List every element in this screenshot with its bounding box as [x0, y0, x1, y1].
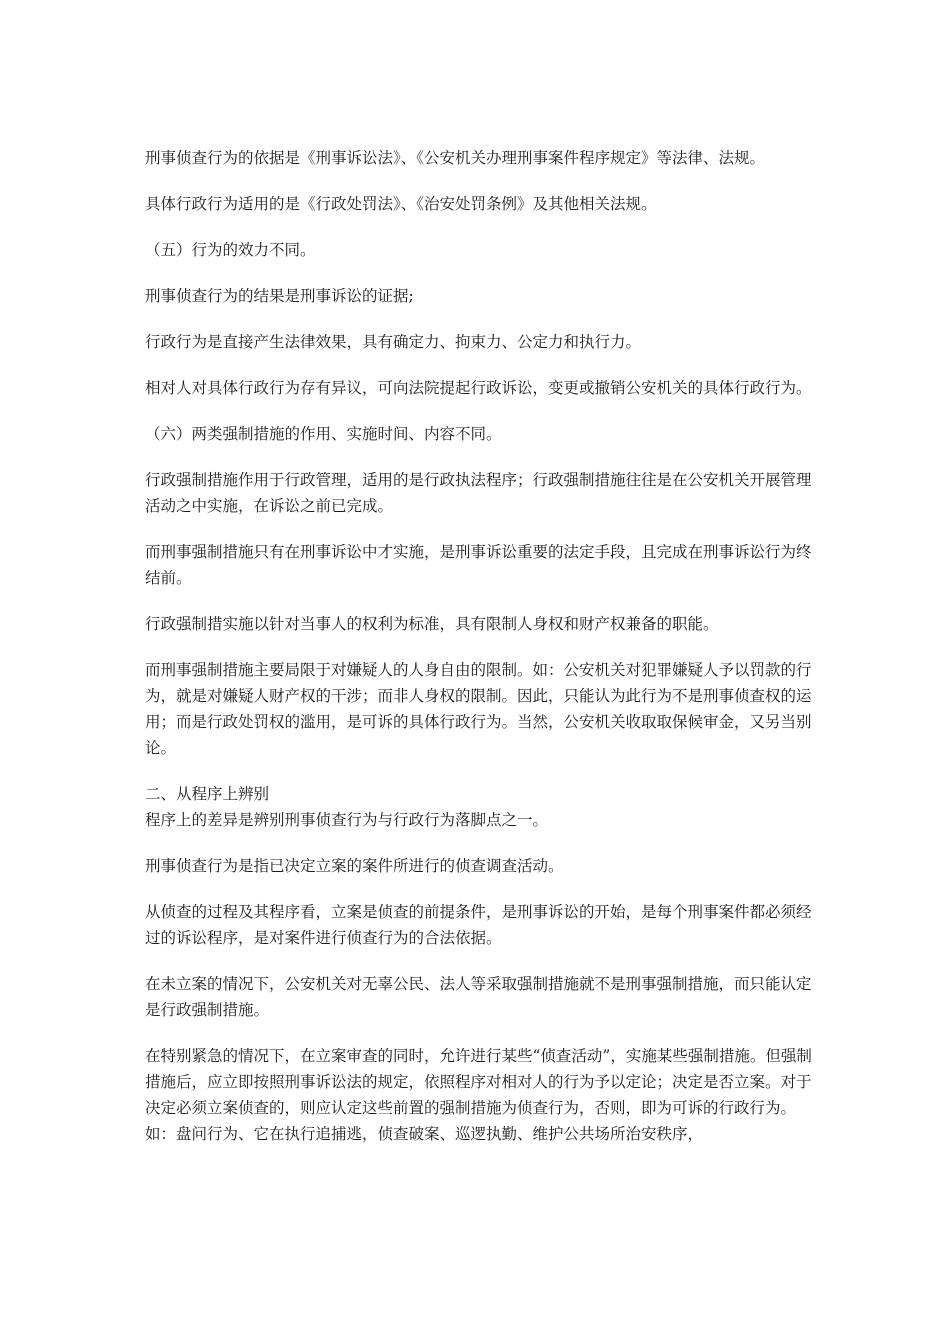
- paragraph: 而刑事强制措施只有在刑事诉讼中才实施，是刑事诉讼重要的法定手段，且完成在刑事诉讼行为终结前。: [145, 543, 812, 587]
- paragraph: 在特别紧急的情况下，在立案审查的同时，允许进行某些“侦查活动”，实施某些强制措施。但强制措施后，应立即按照刑事诉讼法的规定，依照程序对相对人的行为予以定论；决定是否立案。对于决定必须立案侦查的，则应认定这些前置的强制措施为侦查行为，否则，即为可诉的行政行为。如：盘问行为、它在执行追捕逃，侦查破案、巡逻执勤、维护公共场所治安秩序，: [145, 1047, 812, 1143]
- paragraph: 程序上的差异是辨别刑事侦查行为与行政行为落脚点之一。: [145, 811, 549, 829]
- paragraph: 行政行为是直接产生法律效果，具有确定力、拘束力、公定力和执行力。: [145, 333, 642, 351]
- paragraph: 刑事侦查行为的依据是《刑事诉讼法》、《公安机关办理刑事案件程序规定》等法律、法规。: [145, 149, 766, 167]
- section-heading: （六）两类强制措施的作用、实施时间、内容不同。: [145, 425, 502, 443]
- paragraph: 行政强制措实施以针对当事人的权利为标准，具有限制人身权和财产权兼备的职能。: [145, 615, 719, 633]
- section-heading: （五）行为的效力不同。: [145, 241, 316, 259]
- document-body: [145, 145, 813, 1167]
- paragraph: 行政强制措施作用于行政管理，适用的是行政执法程序；行政强制措施往往是在公安机关开展管理活动之中实施，在诉讼之前已完成。: [145, 471, 812, 515]
- paragraph: 而刑事强制措施主要局限于对嫌疑人的人身自由的限制。如：公安机关对犯罪嫌疑人予以罚款的行为，就是对嫌疑人财产权的干涉；而非人身权的限制。因此，只能认为此行为不是刑事侦查权的运用；而是行政处罚权的滥用，是可诉的具体行政行为。当然，公安机关收取取保候审金，又另当别论。: [145, 661, 812, 757]
- paragraph: 刑事侦查行为是指已决定立案的案件所进行的侦查调查活动。: [145, 857, 564, 875]
- paragraph: 刑事侦查行为的结果是刑事诉讼的证据;: [145, 287, 414, 305]
- paragraph: 在未立案的情况下，公安机关对无辜公民、法人等采取强制措施就不是刑事强制措施，而只能认定是行政强制措施。: [145, 975, 812, 1019]
- paragraph: 从侦查的过程及其程序看，立案是侦查的前提条件，是刑事诉讼的开始，是每个刑事案件都必须经过的诉讼程序，是对案件进行侦查行为的合法依据。: [145, 903, 812, 947]
- section-heading: 二、从程序上辨别: [145, 785, 270, 803]
- paragraph: 相对人对具体行政行为存有异议，可向法院提起行政诉讼，变更或撤销公安机关的具体行政行为。: [145, 379, 812, 397]
- paragraph: 具体行政行为适用的是《行政处罚法》、《治安处罚条例》及其他相关法规。: [145, 195, 657, 213]
